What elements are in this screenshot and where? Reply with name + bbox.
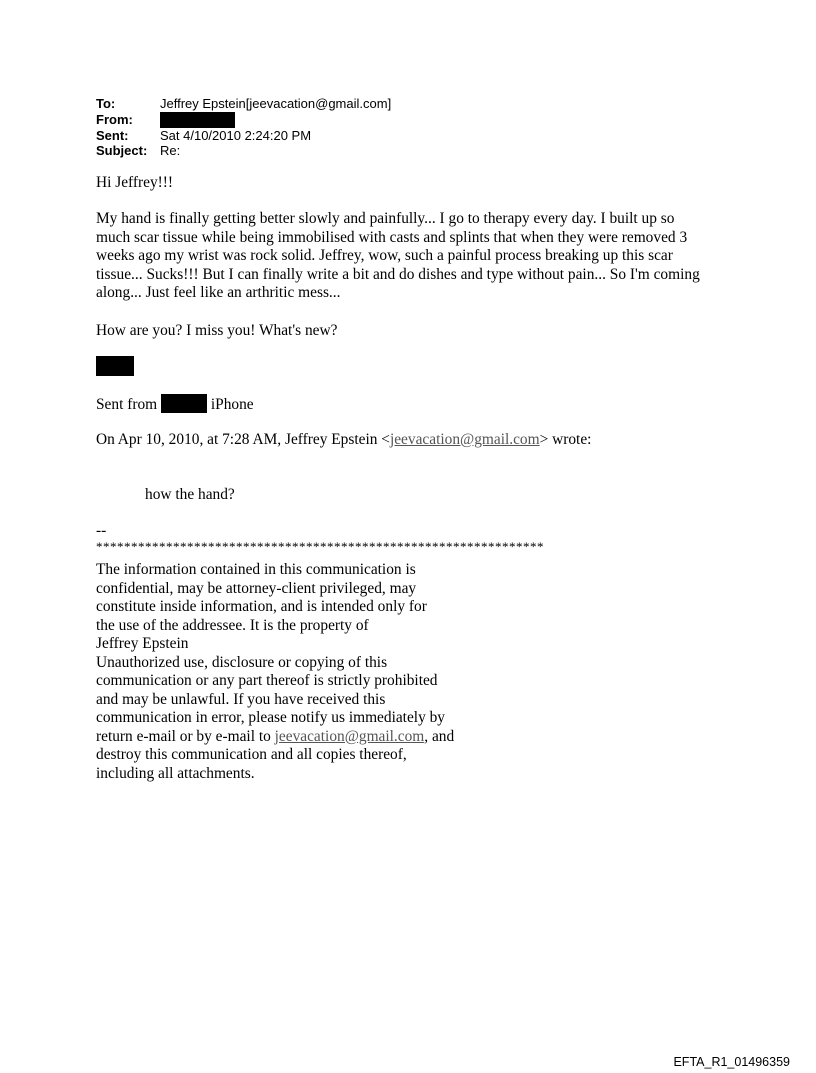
- disclaimer-line: communication or any part thereof is strictly prohibited: [96, 672, 438, 689]
- signature-dashes: --: [96, 522, 107, 539]
- paragraph-line: tissue... Sucks!!! But I can finally write a bit and do dishes and type without pain... So I'm coming: [96, 265, 700, 283]
- quote-intro: [96, 431, 591, 450]
- signature-redaction: [96, 356, 134, 376]
- quote-intro-email-link[interactable]: jeevacation@gmail.com: [389, 431, 540, 448]
- return-prefix: return e-mail or by e-mail to: [96, 727, 275, 745]
- sent-row: [96, 128, 391, 144]
- to-label: To:: [96, 96, 116, 111]
- disclaimer-line: destroy this communication and all copies thereof,: [96, 746, 407, 763]
- quote-intro-prefix: On Apr 10, 2010, at 7:28 AM, Jeffrey Epstein <: [96, 431, 390, 448]
- disclaimer-line: constitute inside information, and is intended only for: [96, 598, 427, 615]
- disclaimer-line: and may be unlawful. If you have received this: [96, 690, 386, 708]
- to-row: [96, 96, 391, 112]
- subject-row: [96, 143, 391, 159]
- disclaimer-line: Unauthorized use, disclosure or copying of this: [96, 653, 388, 671]
- quoted-message: how the hand?: [145, 486, 235, 503]
- disclaimer-line: including all attachments.: [96, 764, 255, 782]
- paragraph-line: much scar tissue while being immobilised with casts and splints that when they were removed 3: [96, 228, 688, 246]
- return-suffix: , and: [424, 727, 455, 745]
- sent-from-line: [96, 394, 254, 415]
- paragraph-line: along... Just feel like an arthritic mess...: [96, 284, 341, 301]
- subject-label: Subject:: [96, 143, 148, 158]
- document-id: EFTA_R1_01496359: [673, 1055, 790, 1069]
- disclaimer-line: communication in error, please notify us immediately by: [96, 709, 446, 726]
- from-row: [96, 112, 391, 128]
- sent-value: Sat 4/10/2010 2:24:20 PM: [160, 127, 312, 143]
- sent-from-prefix: Sent from: [96, 396, 158, 413]
- to-value: Jeffrey Epstein[jeevacation@gmail.com]: [160, 96, 392, 111]
- paragraph-line: weeks ago my wrist was rock solid. Jeffrey, wow, such a painful process breaking up this scar: [96, 247, 673, 264]
- message-paragraph: [96, 210, 700, 303]
- greeting: Hi Jeffrey!!!: [96, 174, 174, 191]
- sent-from-suffix: iPhone: [210, 396, 254, 413]
- disclaimer-line: Jeffrey Epstein: [96, 635, 189, 652]
- paragraph-line: My hand is finally getting better slowly and painfully... I go to therapy every day. I built up so: [96, 210, 675, 227]
- email-header: [96, 96, 391, 159]
- subject-value: Re:: [160, 143, 181, 158]
- from-redaction: [160, 112, 235, 128]
- disclaimer-line: The information contained in this communication is: [96, 561, 416, 578]
- disclaimer-return-line: [96, 728, 454, 747]
- question-line: How are you? I miss you! What's new?: [96, 322, 338, 339]
- disclaimer-line: the use of the addressee. It is the property of: [96, 616, 369, 634]
- disclaimer-line: confidential, may be attorney-client privileged, may: [96, 579, 417, 597]
- separator-stars: ****************************************************************: [96, 539, 544, 554]
- confidentiality-disclaimer: [96, 561, 454, 783]
- quote-intro-suffix: > wrote:: [539, 431, 592, 448]
- disclaimer-email-link[interactable]: jeevacation@gmail.com: [274, 727, 425, 745]
- from-label: From:: [96, 111, 133, 127]
- sent-from-redaction: [161, 394, 207, 413]
- sent-label: Sent:: [96, 127, 129, 143]
